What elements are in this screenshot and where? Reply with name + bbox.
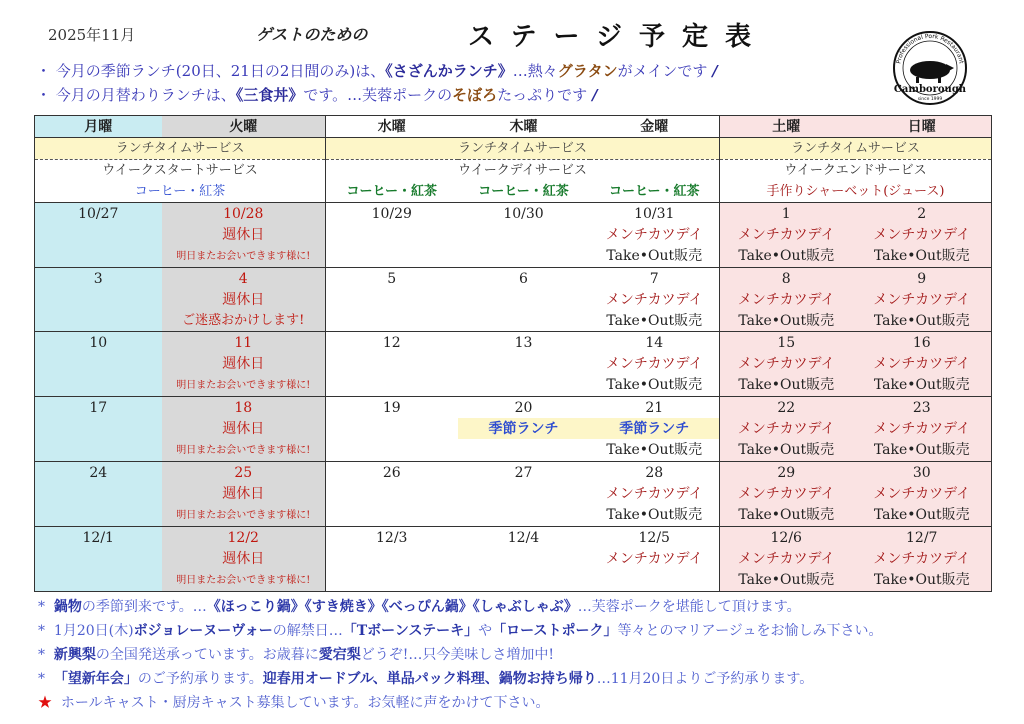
logo-arc-text: Professional Pork Restaurant bbox=[895, 32, 965, 65]
date-number: 27 bbox=[514, 464, 533, 481]
drink-thu: コーヒー・紅茶 bbox=[478, 183, 569, 199]
date-number: 3 bbox=[93, 270, 103, 287]
footer-text: 1月20日(木) bbox=[53, 623, 134, 639]
date-number: 28 bbox=[645, 464, 664, 481]
day-header-sat: 土曜 bbox=[720, 116, 853, 138]
menchi-label: メンチカツデイ bbox=[605, 291, 703, 308]
footer-text: の季節到来です。… bbox=[81, 599, 207, 615]
drink-weekstart: コーヒー・紅茶 bbox=[35, 181, 326, 203]
takeout-label: Take•Out販売 bbox=[738, 442, 835, 458]
week-5-row-1 bbox=[35, 462, 992, 484]
footer-text: のご予約承ります。 bbox=[137, 671, 263, 687]
footer-text: 「Tボーンステーキ」 bbox=[342, 623, 479, 639]
takeout-label: Take•Out販売 bbox=[606, 248, 703, 264]
menchi-label: メンチカツデイ bbox=[605, 485, 703, 502]
date-number: 24 bbox=[89, 464, 108, 481]
drink-wed: コーヒー・紅茶 bbox=[346, 183, 437, 199]
week-3-row-3 bbox=[35, 374, 992, 397]
day-header-thu: 木曜 bbox=[458, 116, 590, 138]
date-number: 23 bbox=[912, 399, 931, 416]
weeks-body bbox=[35, 203, 992, 592]
closed-label: 週休日 bbox=[222, 355, 265, 372]
closed-note: 明日またお会いできます様に! bbox=[176, 575, 311, 586]
closed-note: 明日またお会いできます様に! bbox=[176, 445, 311, 456]
date-number: 10/27 bbox=[78, 205, 119, 222]
footer-text: 愛宕梨 bbox=[318, 647, 361, 663]
date-number: 10/30 bbox=[503, 205, 544, 222]
takeout-label: Take•Out販売 bbox=[873, 507, 970, 523]
week-5-row-2 bbox=[35, 483, 992, 504]
day-header-tue: 火曜 bbox=[162, 116, 326, 138]
date-number: 12/2 bbox=[227, 529, 259, 546]
date-number: 12/3 bbox=[376, 529, 408, 546]
footer-text: 《ほっこり鍋》《すき焼き》《べっぴん鍋》《しゃぶしゃぶ》 bbox=[206, 599, 578, 615]
date-number: 10/28 bbox=[223, 205, 264, 222]
date-number: 14 bbox=[645, 334, 664, 351]
footer-mark: * bbox=[38, 671, 45, 687]
takeout-label: Take•Out販売 bbox=[873, 248, 970, 264]
page-title: ステージ予定表 bbox=[468, 22, 768, 52]
date-number: 26 bbox=[382, 464, 401, 481]
week-6-row-3 bbox=[35, 569, 992, 592]
footer-mark: * bbox=[38, 647, 45, 663]
footer-mark: ★ bbox=[38, 695, 52, 711]
date-number: 4 bbox=[238, 270, 248, 287]
footer-text: 迎春用オードブル、単品パック料理、鍋物お持ち帰り bbox=[262, 671, 597, 687]
footer-text: の全国発送承っています。お歳暮に bbox=[95, 647, 319, 663]
takeout-label: Take•Out販売 bbox=[606, 507, 703, 523]
date-number: 12/5 bbox=[638, 529, 670, 546]
service-weekend: ウイークエンドサービス bbox=[720, 160, 992, 182]
menchi-label: メンチカツデイ bbox=[873, 420, 971, 437]
date-number: 10/31 bbox=[634, 205, 675, 222]
date-number: 10/29 bbox=[371, 205, 412, 222]
date-number: 15 bbox=[777, 334, 796, 351]
takeout-label: Take•Out販売 bbox=[873, 442, 970, 458]
footer-line-3 bbox=[38, 644, 554, 664]
footer-text: 等々とのマリアージュをお愉しみ下さい。 bbox=[617, 623, 883, 639]
footer-text: の解禁日… bbox=[272, 623, 343, 639]
takeout-label: Take•Out販売 bbox=[873, 312, 970, 329]
date-number: 21 bbox=[645, 399, 664, 416]
footer-mark: * bbox=[38, 599, 45, 615]
menchi-label: メンチカツデイ bbox=[873, 355, 971, 372]
menchi-label: メンチカツデイ bbox=[873, 226, 971, 243]
week-1-row-1 bbox=[35, 203, 992, 225]
logo-since: since 1999 bbox=[917, 97, 943, 102]
svg-text:Professional Pork Restaurant bbox=[895, 33, 964, 65]
weekday-header-row bbox=[35, 116, 992, 138]
week-2-row-3 bbox=[35, 310, 992, 332]
takeout-label: Take•Out販売 bbox=[873, 377, 970, 393]
menchi-label: メンチカツデイ bbox=[873, 550, 971, 567]
day-header-sun: 日曜 bbox=[853, 116, 992, 138]
logo-text: Camborough bbox=[893, 84, 967, 95]
footer-text: や bbox=[478, 623, 493, 639]
takeout-label: Take•Out販売 bbox=[606, 442, 703, 458]
takeout-label: Take•Out販売 bbox=[738, 248, 835, 264]
lunch-service-weekstart: ランチタイムサービス bbox=[35, 138, 326, 160]
footer-text: 新興梨 bbox=[53, 647, 96, 663]
menchi-label: メンチカツデイ bbox=[737, 226, 835, 243]
week-3-row-1 bbox=[35, 332, 992, 354]
date-number: 10 bbox=[89, 334, 108, 351]
week-6-row-1 bbox=[35, 527, 992, 549]
closed-note: 明日またお会いできます様に! bbox=[176, 510, 311, 521]
menchi-label: メンチカツデイ bbox=[737, 420, 835, 437]
menchi-label: メンチカツデイ bbox=[605, 355, 703, 372]
date-number: 12 bbox=[382, 334, 401, 351]
closed-label: 週休日 bbox=[222, 420, 265, 437]
date-number: 13 bbox=[514, 334, 533, 351]
menchi-label: メンチカツデイ bbox=[737, 550, 835, 567]
menchi-label: メンチカツデイ bbox=[873, 485, 971, 502]
date-number: 2 bbox=[917, 205, 927, 222]
date-number: 16 bbox=[912, 334, 931, 351]
date-number: 29 bbox=[777, 464, 796, 481]
week-4-row-1 bbox=[35, 397, 992, 419]
date-number: 12/4 bbox=[507, 529, 540, 546]
seasonal-lunch-label: 季節ランチ bbox=[488, 420, 559, 437]
menchi-label: メンチカツデイ bbox=[605, 550, 703, 567]
footer-text: ボジョレーヌーヴォー bbox=[133, 623, 273, 639]
date-number: 20 bbox=[514, 399, 533, 416]
date-number: 25 bbox=[234, 464, 253, 481]
note-monthly-lunch: ・ 今月の月替わりランチは、《三食丼》です。…芙蓉ポークのそぼろたっぷりです / bbox=[36, 86, 598, 104]
note-seasonal-lunch: ・ 今月の季節ランチ(20日、21日の2日間のみ)は、《さざんかランチ》…熱々グラタンがメインです / bbox=[36, 62, 718, 80]
date-number: 22 bbox=[777, 399, 796, 416]
footer-mark: * bbox=[38, 623, 45, 639]
footer-text: 鍋物 bbox=[53, 599, 82, 615]
closed-note: ご迷惑おかけします! bbox=[182, 313, 305, 328]
menchi-label: メンチカツデイ bbox=[737, 355, 835, 372]
week-4-row-2 bbox=[35, 418, 992, 439]
week-6-row-2 bbox=[35, 548, 992, 569]
date-number: 19 bbox=[382, 399, 401, 416]
footer-text: ホールキャスト・厨房キャスト募集しています。お気軽に声をかけて下さい。 bbox=[60, 695, 550, 711]
takeout-label: Take•Out販売 bbox=[738, 312, 835, 329]
drink-weekend: 手作りシャーベット(ジュース) bbox=[720, 181, 992, 203]
date-number: 9 bbox=[917, 270, 927, 287]
footer-text: …芙蓉ポークを堪能して頂けます。 bbox=[577, 599, 801, 615]
date-number: 18 bbox=[234, 399, 253, 416]
drink-row bbox=[35, 181, 992, 203]
closed-label: 週休日 bbox=[222, 226, 265, 243]
footer-text: 「ローストポーク」 bbox=[492, 623, 618, 639]
restaurant-logo bbox=[890, 28, 970, 108]
takeout-label: Take•Out販売 bbox=[738, 377, 835, 393]
day-header-fri: 金曜 bbox=[590, 116, 720, 138]
seasonal-lunch-label: 季節ランチ bbox=[619, 420, 690, 437]
footer-text: …11月20日よりご予約承ります。 bbox=[596, 671, 814, 687]
day-header-wed: 水曜 bbox=[326, 116, 458, 138]
closed-note: 明日またお会いできます様に! bbox=[176, 380, 311, 391]
date-number: 17 bbox=[89, 399, 108, 416]
schedule-calendar bbox=[34, 115, 992, 592]
closed-label: 週休日 bbox=[222, 291, 265, 308]
takeout-label: Take•Out販売 bbox=[606, 377, 703, 393]
date-number: 12/1 bbox=[82, 529, 114, 546]
service-weekstart: ウイークスタートサービス bbox=[35, 160, 326, 182]
date-number: 7 bbox=[649, 270, 659, 287]
footer-text: どうぞ!…只今美味しさ増加中! bbox=[360, 647, 555, 663]
menchi-label: メンチカツデイ bbox=[873, 291, 971, 308]
footer-line-4 bbox=[38, 668, 813, 688]
takeout-label: Take•Out販売 bbox=[873, 572, 970, 588]
date-number: 8 bbox=[781, 270, 791, 287]
week-5-row-3 bbox=[35, 504, 992, 527]
takeout-label: Take•Out販売 bbox=[738, 572, 835, 588]
footer-line-5 bbox=[38, 692, 550, 712]
day-header-mon: 月曜 bbox=[35, 116, 162, 138]
header-guest-label: ゲストのための bbox=[256, 25, 368, 44]
lunch-service-row bbox=[35, 138, 992, 160]
date-number: 1 bbox=[781, 205, 791, 222]
week-1-row-3 bbox=[35, 245, 992, 268]
date-number: 30 bbox=[912, 464, 931, 481]
footer-line-2 bbox=[38, 620, 883, 640]
week-3-row-2 bbox=[35, 353, 992, 374]
week-2-row-2 bbox=[35, 289, 992, 310]
footer-text: 「望新年会」 bbox=[53, 671, 138, 687]
menchi-label: メンチカツデイ bbox=[737, 485, 835, 502]
date-number: 5 bbox=[387, 270, 397, 287]
menchi-label: メンチカツデイ bbox=[605, 226, 703, 243]
date-number: 12/6 bbox=[770, 529, 802, 546]
footer-line-1 bbox=[38, 596, 801, 616]
drink-fri: コーヒー・紅茶 bbox=[590, 181, 720, 203]
menchi-label: メンチカツデイ bbox=[737, 291, 835, 308]
closed-label: 週休日 bbox=[222, 485, 265, 502]
date-number: 12/7 bbox=[906, 529, 938, 546]
service-type-row bbox=[35, 160, 992, 182]
lunch-service-weekday: ランチタイムサービス bbox=[326, 138, 720, 160]
week-4-row-3 bbox=[35, 439, 992, 462]
lunch-service-weekend: ランチタイムサービス bbox=[720, 138, 992, 160]
takeout-label: Take•Out販売 bbox=[606, 312, 703, 329]
closed-note: 明日またお会いできます様に! bbox=[176, 251, 311, 262]
date-number: 6 bbox=[519, 270, 528, 287]
takeout-label: Take•Out販売 bbox=[738, 507, 835, 523]
date-number: 11 bbox=[234, 334, 253, 351]
header-date: 2025年11月 bbox=[48, 26, 136, 44]
week-1-row-2 bbox=[35, 224, 992, 245]
closed-label: 週休日 bbox=[222, 550, 265, 567]
week-2-row-1 bbox=[35, 268, 992, 290]
service-weekday: ウイークデイサービス bbox=[326, 160, 720, 182]
